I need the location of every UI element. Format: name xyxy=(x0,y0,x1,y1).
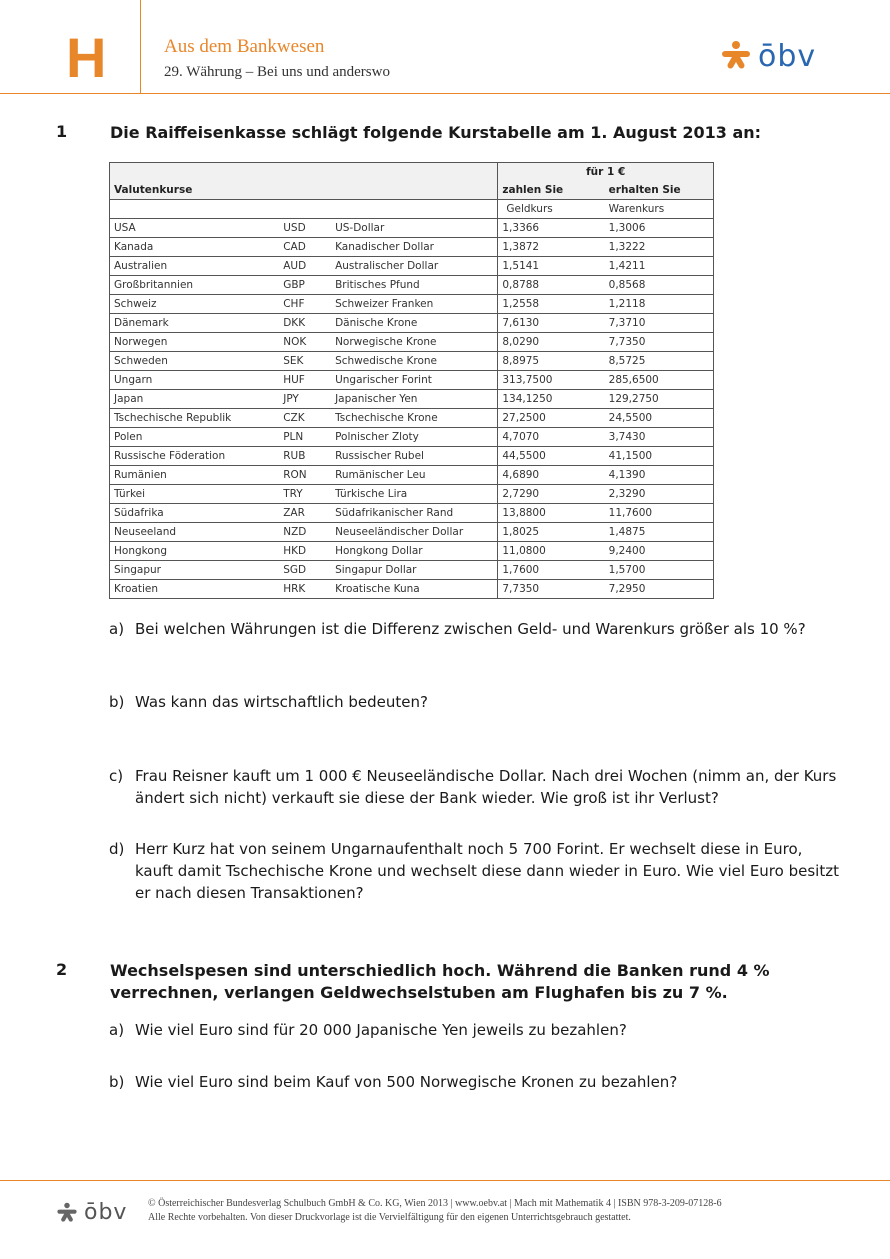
cell-sell: 1,3222 xyxy=(605,238,714,257)
cell-country: Schweiz xyxy=(110,295,280,314)
cell-sell: 0,8568 xyxy=(605,276,714,295)
col-header-buy: zahlen Sie xyxy=(498,181,605,200)
cell-code: SGD xyxy=(279,561,331,580)
cell-code: HRK xyxy=(279,580,331,599)
cell-currency: Japanischer Yen xyxy=(331,390,498,409)
cell-buy: 44,5500 xyxy=(498,447,605,466)
cell-sell: 1,4875 xyxy=(605,523,714,542)
cell-sell: 9,2400 xyxy=(605,542,714,561)
cell-currency: Singapur Dollar xyxy=(331,561,498,580)
cell-sell: 3,7430 xyxy=(605,428,714,447)
cell-buy: 4,7070 xyxy=(498,428,605,447)
cell-buy: 134,1250 xyxy=(498,390,605,409)
cell-currency: Britisches Pfund xyxy=(331,276,498,295)
cell-code: HUF xyxy=(279,371,331,390)
chapter-subtitle: 29. Währung – Bei uns und anderswo xyxy=(164,64,390,80)
cell-currency: Hongkong Dollar xyxy=(331,542,498,561)
table-row xyxy=(110,542,714,561)
table-row xyxy=(110,257,714,276)
cell-buy: 1,7600 xyxy=(498,561,605,580)
cell-sell: 2,3290 xyxy=(605,485,714,504)
question-1c: c) Frau Reisner kauft um 1 000 € Neuseeländische Dollar. Nach drei Wochen (nimm an, der Kurs ändert sich nicht) verkauft sie diese der Bank wieder. Wie groß ist ihr Verlust? xyxy=(109,767,837,807)
footer-rule xyxy=(0,1180,890,1181)
table-row xyxy=(110,276,714,295)
cell-code: CHF xyxy=(279,295,331,314)
cell-sell: 285,6500 xyxy=(605,371,714,390)
footer-line-1: © Österreichischer Bundesverlag Schulbuch GmbH & Co. KG, Wien 2013 | www.oebv.at | Mach mit Mathematik 4 | ISBN 978-3-209-07128-6 xyxy=(148,1198,722,1209)
cell-buy: 1,5141 xyxy=(498,257,605,276)
cell-buy: 2,7290 xyxy=(498,485,605,504)
cell-code: AUD xyxy=(279,257,331,276)
sub-header-buy: Geldkurs xyxy=(498,200,605,219)
cell-code: DKK xyxy=(279,314,331,333)
table-row xyxy=(110,371,714,390)
cell-sell: 1,3006 xyxy=(605,219,714,238)
table-row xyxy=(110,390,714,409)
cell-code: NOK xyxy=(279,333,331,352)
cell-sell: 129,2750 xyxy=(605,390,714,409)
cell-country: Neuseeland xyxy=(110,523,280,542)
logo-text: ōbv xyxy=(758,38,817,74)
cell-sell: 24,5500 xyxy=(605,409,714,428)
table-row xyxy=(110,409,714,428)
obv-star-icon xyxy=(56,1202,78,1224)
cell-currency: Schwedische Krone xyxy=(331,352,498,371)
table-row xyxy=(110,580,714,599)
cell-country: Südafrika xyxy=(110,504,280,523)
cell-country: Japan xyxy=(110,390,280,409)
cell-sell: 7,3710 xyxy=(605,314,714,333)
cell-code: SEK xyxy=(279,352,331,371)
cell-code: PLN xyxy=(279,428,331,447)
table-row xyxy=(110,219,714,238)
cell-code: RON xyxy=(279,466,331,485)
cell-buy: 27,2500 xyxy=(498,409,605,428)
cell-sell: 7,2950 xyxy=(605,580,714,599)
table-row xyxy=(110,295,714,314)
cell-country: Ungarn xyxy=(110,371,280,390)
table-row xyxy=(110,428,714,447)
publisher-logo xyxy=(720,38,816,74)
cell-country: Tschechische Republik xyxy=(110,409,280,428)
cell-country: Australien xyxy=(110,257,280,276)
cell-currency: Australischer Dollar xyxy=(331,257,498,276)
question-1b: b) Was kann das wirtschaftlich bedeuten? xyxy=(109,693,428,711)
cell-buy: 1,3366 xyxy=(498,219,605,238)
cell-currency: Südafrikanischer Rand xyxy=(331,504,498,523)
cell-buy: 7,6130 xyxy=(498,314,605,333)
cell-currency: Schweizer Franken xyxy=(331,295,498,314)
cell-country: Hongkong xyxy=(110,542,280,561)
cell-buy: 4,6890 xyxy=(498,466,605,485)
cell-sell: 1,4211 xyxy=(605,257,714,276)
table-group-header: für 1 € xyxy=(498,163,714,182)
cell-sell: 4,1390 xyxy=(605,466,714,485)
cell-sell: 11,7600 xyxy=(605,504,714,523)
table-row xyxy=(110,504,714,523)
cell-country: Polen xyxy=(110,428,280,447)
cell-currency: Kroatische Kuna xyxy=(331,580,498,599)
cell-code: RUB xyxy=(279,447,331,466)
cell-country: Rumänien xyxy=(110,466,280,485)
chapter-letter: H xyxy=(66,26,107,89)
cell-code: CZK xyxy=(279,409,331,428)
cell-country: Schweden xyxy=(110,352,280,371)
question-2a: a) Wie viel Euro sind für 20 000 Japanische Yen jeweils zu bezahlen? xyxy=(109,1021,627,1039)
cell-code: ZAR xyxy=(279,504,331,523)
footer-copyright xyxy=(148,1197,722,1225)
cell-currency: Neuseeländischer Dollar xyxy=(331,523,498,542)
cell-country: Norwegen xyxy=(110,333,280,352)
cell-code: USD xyxy=(279,219,331,238)
question-1a: a) Bei welchen Währungen ist die Differenz zwischen Geld- und Warenkurs größer als 10 %? xyxy=(109,620,806,638)
table-row xyxy=(110,523,714,542)
question-1d: d) Herr Kurz hat von seinem Ungarnaufenthalt noch 5 700 Forint. Er wechselt diese in Euro, kauft damit Tschechische Krone und wechselt diese dann wieder in Euro. Wie viel Euro besitzt er nach diesen Transaktionen? xyxy=(109,840,839,902)
cell-sell: 1,5700 xyxy=(605,561,714,580)
cell-sell: 41,1500 xyxy=(605,447,714,466)
obv-star-icon xyxy=(720,40,752,72)
cell-currency: Türkische Lira xyxy=(331,485,498,504)
cell-code: NZD xyxy=(279,523,331,542)
table-row xyxy=(110,352,714,371)
cell-sell: 1,2118 xyxy=(605,295,714,314)
cell-buy: 7,7350 xyxy=(498,580,605,599)
question-2b: b) Wie viel Euro sind beim Kauf von 500 Norwegische Kronen zu bezahlen? xyxy=(109,1073,678,1091)
cell-country: USA xyxy=(110,219,280,238)
cell-country: Kroatien xyxy=(110,580,280,599)
cell-code: GBP xyxy=(279,276,331,295)
cell-buy: 11,0800 xyxy=(498,542,605,561)
cell-country: Kanada xyxy=(110,238,280,257)
cell-currency: Ungarischer Forint xyxy=(331,371,498,390)
cell-country: Russische Föderation xyxy=(110,447,280,466)
table-row xyxy=(110,485,714,504)
footer-logo xyxy=(56,1200,127,1225)
cell-currency: Polnischer Zloty xyxy=(331,428,498,447)
cell-sell: 8,5725 xyxy=(605,352,714,371)
cell-buy: 1,3872 xyxy=(498,238,605,257)
task-1-title: Die Raiffeisenkasse schlägt folgende Kurstabelle am 1. August 2013 an: xyxy=(110,123,762,142)
cell-code: TRY xyxy=(279,485,331,504)
cell-code: HKD xyxy=(279,542,331,561)
cell-currency: Tschechische Krone xyxy=(331,409,498,428)
header-divider xyxy=(140,0,141,94)
cell-country: Türkei xyxy=(110,485,280,504)
cell-currency: Kanadischer Dollar xyxy=(331,238,498,257)
table-row xyxy=(110,238,714,257)
footer-line-2: Alle Rechte vorbehalten. Von dieser Druckvorlage ist die Vervielfältigung für den eigenen Unterrichtsgebrauch gestattet. xyxy=(148,1212,631,1223)
cell-buy: 8,0290 xyxy=(498,333,605,352)
sub-header-sell: Warenkurs xyxy=(605,200,714,219)
exchange-rate-table xyxy=(109,162,714,599)
cell-buy: 313,7500 xyxy=(498,371,605,390)
footer-logo-text: ōbv xyxy=(84,1200,128,1225)
cell-buy: 0,8788 xyxy=(498,276,605,295)
cell-currency: US-Dollar xyxy=(331,219,498,238)
cell-currency: Rumänischer Leu xyxy=(331,466,498,485)
cell-country: Singapur xyxy=(110,561,280,580)
table-row xyxy=(110,466,714,485)
cell-code: CAD xyxy=(279,238,331,257)
cell-buy: 1,8025 xyxy=(498,523,605,542)
chapter-title: Aus dem Bankwesen xyxy=(164,36,325,57)
header-rule xyxy=(0,93,890,94)
table-row xyxy=(110,333,714,352)
cell-currency: Russischer Rubel xyxy=(331,447,498,466)
cell-sell: 7,7350 xyxy=(605,333,714,352)
cell-country: Dänemark xyxy=(110,314,280,333)
table-row xyxy=(110,561,714,580)
cell-buy: 8,8975 xyxy=(498,352,605,371)
task-2-number: 2 xyxy=(56,960,68,979)
table-row xyxy=(110,447,714,466)
col-header-sell: erhalten Sie xyxy=(605,181,714,200)
cell-currency: Dänische Krone xyxy=(331,314,498,333)
cell-code: JPY xyxy=(279,390,331,409)
cell-buy: 13,8800 xyxy=(498,504,605,523)
task-1-number: 1 xyxy=(56,122,68,141)
cell-country: Großbritannien xyxy=(110,276,280,295)
table-label: Valutenkurse xyxy=(110,181,498,200)
cell-currency: Norwegische Krone xyxy=(331,333,498,352)
table-row xyxy=(110,314,714,333)
task-2-title: Wechselspesen sind unterschiedlich hoch. Während die Banken rund 4 % verrechnen, verlangen Geldwechselstuben am Flughafen bis zu 7 %. xyxy=(110,961,770,1002)
cell-buy: 1,2558 xyxy=(498,295,605,314)
